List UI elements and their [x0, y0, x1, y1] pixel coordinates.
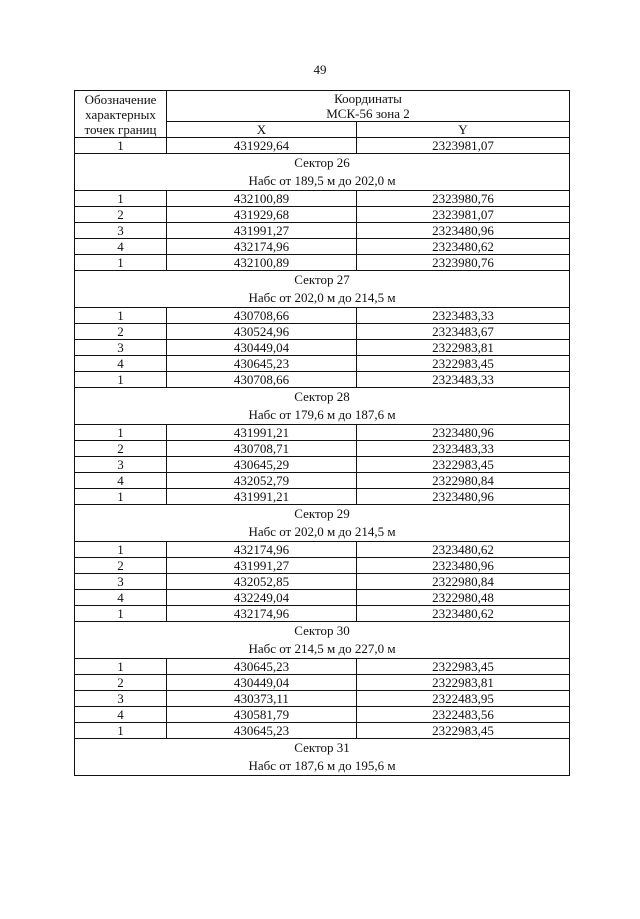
table-row	[75, 191, 570, 207]
point-cell: 3	[75, 340, 167, 356]
sector-height-range: Набс от 214,5 м до 227,0 м	[248, 641, 396, 656]
sector-row	[75, 388, 570, 425]
x-cell: 430581,79	[167, 707, 357, 723]
table-row	[75, 473, 570, 489]
sector-height-range: Набс от 202,0 м до 214,5 м	[248, 290, 396, 305]
table-row	[75, 372, 570, 388]
point-header	[75, 91, 167, 138]
y-cell: 2322983,45	[357, 723, 570, 739]
x-axis-header: X	[167, 122, 357, 138]
sector-row	[75, 505, 570, 542]
point-header-line: точек границ	[84, 121, 157, 137]
point-cell: 1	[75, 372, 167, 388]
table-row	[75, 207, 570, 223]
table-row	[75, 356, 570, 372]
table-row	[75, 606, 570, 622]
sector-title: Сектор 29	[294, 506, 350, 521]
x-cell: 432174,96	[167, 606, 357, 622]
point-cell: 4	[75, 356, 167, 372]
y-axis-header: Y	[357, 122, 570, 138]
y-cell: 2322983,45	[357, 356, 570, 372]
sector-header	[75, 271, 570, 308]
table-row	[75, 239, 570, 255]
table-row	[75, 659, 570, 675]
point-cell: 1	[75, 659, 167, 675]
page-number: 49	[313, 62, 327, 77]
sector-height-range: Набс от 202,0 м до 214,5 м	[248, 524, 396, 539]
coordinates-table	[74, 90, 570, 776]
y-cell: 2322983,45	[357, 659, 570, 675]
sector-header	[75, 622, 570, 659]
x-cell: 431991,27	[167, 558, 357, 574]
point-cell: 1	[75, 255, 167, 271]
x-cell: 431991,21	[167, 425, 357, 441]
table-row	[75, 324, 570, 340]
table-row	[75, 457, 570, 473]
sector-row	[75, 271, 570, 308]
x-cell: 430449,04	[167, 340, 357, 356]
point-cell: 1	[75, 606, 167, 622]
point-cell: 2	[75, 441, 167, 457]
table-row	[75, 590, 570, 606]
x-cell: 430373,11	[167, 691, 357, 707]
point-cell: 3	[75, 457, 167, 473]
y-cell: 2323980,76	[357, 255, 570, 271]
y-cell: 2323480,96	[357, 489, 570, 505]
x-cell: 431929,68	[167, 207, 357, 223]
point-cell: 1	[75, 489, 167, 505]
table-row	[75, 223, 570, 239]
point-cell: 1	[75, 542, 167, 558]
coordinates-table-body	[75, 91, 570, 776]
sector-title: Сектор 27	[294, 272, 350, 287]
point-cell: 3	[75, 574, 167, 590]
x-cell: 432052,85	[167, 574, 357, 590]
x-cell: 431991,21	[167, 489, 357, 505]
point-cell: 4	[75, 590, 167, 606]
table-row	[75, 574, 570, 590]
x-cell: 430645,29	[167, 457, 357, 473]
table-row	[75, 558, 570, 574]
point-header-line: Обозначение	[84, 91, 157, 107]
point-cell: 3	[75, 691, 167, 707]
table-row	[75, 489, 570, 505]
x-cell: 430708,66	[167, 308, 357, 324]
table-row	[75, 308, 570, 324]
sector-header	[75, 388, 570, 425]
x-cell: 430524,96	[167, 324, 357, 340]
sector-header	[75, 739, 570, 776]
y-cell: 2323483,33	[357, 372, 570, 388]
point-cell: 3	[75, 223, 167, 239]
sector-row	[75, 154, 570, 191]
sector-title: Сектор 30	[294, 623, 350, 638]
y-cell: 2322980,84	[357, 574, 570, 590]
y-cell: 2322983,81	[357, 340, 570, 356]
table-row	[75, 675, 570, 691]
y-cell: 2323480,96	[357, 223, 570, 239]
y-cell: 2323483,67	[357, 324, 570, 340]
x-cell: 432100,89	[167, 255, 357, 271]
y-cell: 2322983,45	[357, 457, 570, 473]
point-header-line: характерных	[85, 106, 156, 122]
point-cell: 4	[75, 239, 167, 255]
y-cell: 2322483,56	[357, 707, 570, 723]
x-cell: 432052,79	[167, 473, 357, 489]
table-row	[75, 425, 570, 441]
sector-header	[75, 505, 570, 542]
sector-row	[75, 739, 570, 776]
point-cell: 1	[75, 138, 167, 154]
table-row	[75, 691, 570, 707]
coords-title: Координаты	[334, 91, 402, 106]
coords-system: МСК-56 зона 2	[326, 106, 410, 121]
y-cell: 2323980,76	[357, 191, 570, 207]
x-cell: 432100,89	[167, 191, 357, 207]
sector-row	[75, 622, 570, 659]
x-cell: 430645,23	[167, 723, 357, 739]
x-cell: 432249,04	[167, 590, 357, 606]
coords-header	[167, 91, 570, 122]
point-cell: 1	[75, 723, 167, 739]
x-cell: 430449,04	[167, 675, 357, 691]
point-cell: 4	[75, 707, 167, 723]
y-cell: 2323981,07	[357, 207, 570, 223]
table-row	[75, 542, 570, 558]
point-cell: 1	[75, 308, 167, 324]
x-cell: 430645,23	[167, 356, 357, 372]
sector-height-range: Набс от 179,6 м до 187,6 м	[248, 407, 396, 422]
x-cell: 430708,71	[167, 441, 357, 457]
x-cell: 431929,64	[167, 138, 357, 154]
table-row	[75, 441, 570, 457]
x-cell: 430708,66	[167, 372, 357, 388]
y-cell: 2323480,96	[357, 558, 570, 574]
table-row	[75, 723, 570, 739]
table-row	[75, 340, 570, 356]
sector-height-range: Набс от 187,6 м до 195,6 м	[248, 758, 396, 773]
point-cell: 1	[75, 191, 167, 207]
table-row	[75, 707, 570, 723]
y-cell: 2323480,62	[357, 606, 570, 622]
sector-header	[75, 154, 570, 191]
y-cell: 2322980,48	[357, 590, 570, 606]
table-row	[75, 138, 570, 154]
point-cell: 4	[75, 473, 167, 489]
point-cell: 2	[75, 207, 167, 223]
y-cell: 2323483,33	[357, 441, 570, 457]
y-cell: 2323480,62	[357, 239, 570, 255]
sector-title: Сектор 26	[294, 155, 350, 170]
x-cell: 431991,27	[167, 223, 357, 239]
point-cell: 2	[75, 675, 167, 691]
point-cell: 2	[75, 324, 167, 340]
y-cell: 2323480,62	[357, 542, 570, 558]
sector-title: Сектор 31	[294, 740, 350, 755]
y-cell: 2323480,96	[357, 425, 570, 441]
y-cell: 2323981,07	[357, 138, 570, 154]
table-row	[75, 255, 570, 271]
y-cell: 2323483,33	[357, 308, 570, 324]
point-cell: 1	[75, 425, 167, 441]
point-cell: 2	[75, 558, 167, 574]
x-cell: 432174,96	[167, 542, 357, 558]
y-cell: 2322980,84	[357, 473, 570, 489]
y-cell: 2322983,81	[357, 675, 570, 691]
sector-title: Сектор 28	[294, 389, 350, 404]
x-cell: 432174,96	[167, 239, 357, 255]
table-header-row	[75, 91, 570, 122]
x-cell: 430645,23	[167, 659, 357, 675]
y-cell: 2322483,95	[357, 691, 570, 707]
sector-height-range: Набс от 189,5 м до 202,0 м	[248, 173, 396, 188]
